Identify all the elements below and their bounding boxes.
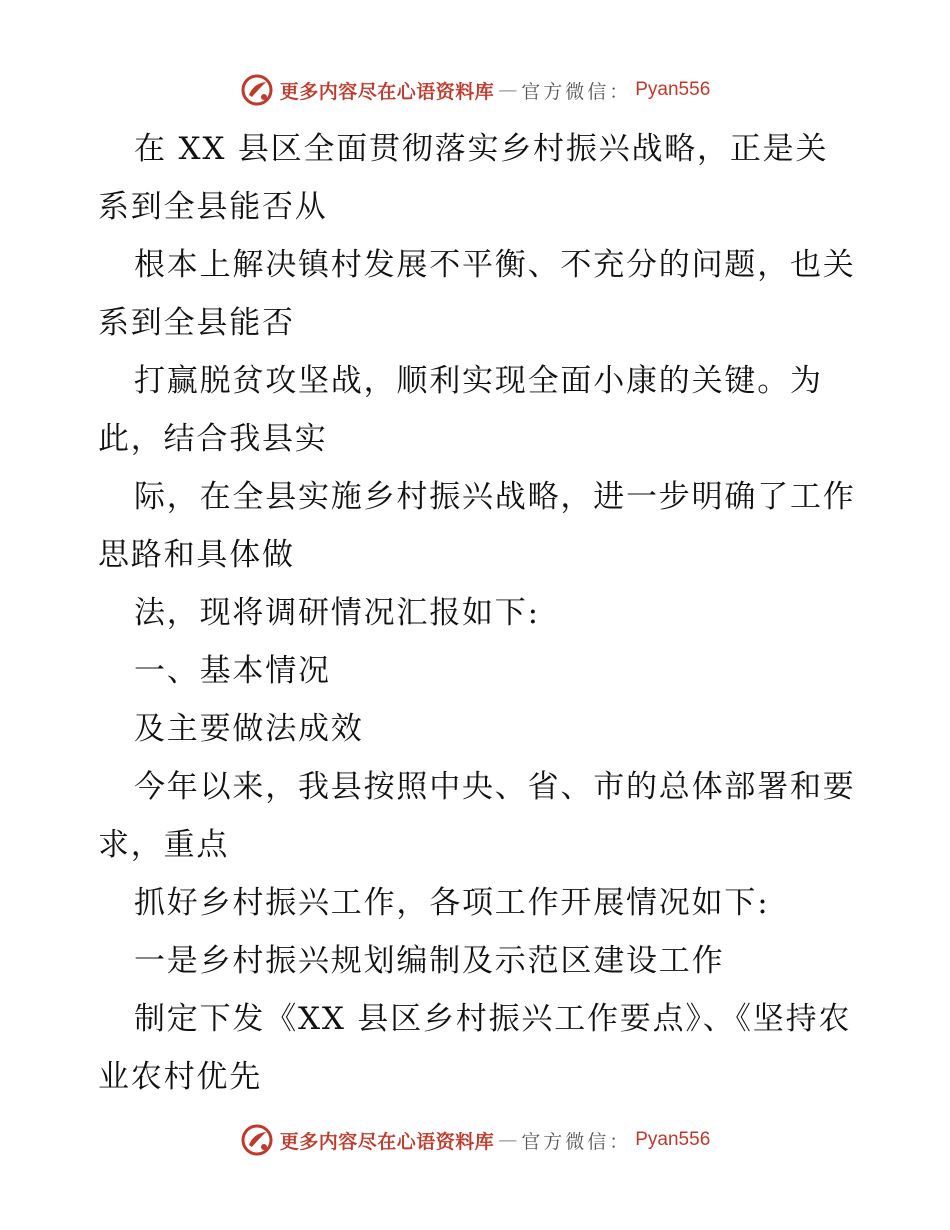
header-banner [0, 70, 950, 110]
subheading: 一是乡村振兴规划编制及示范区建设工作 [134, 943, 725, 979]
official-wechat-label: 官方微信： [521, 80, 632, 103]
brand-name: 更多内容尽在心语资料库 [279, 80, 495, 103]
paragraph: 打赢脱贫攻坚战，顺利实现全面小康的关键。为此，结合我县实 [98, 363, 823, 457]
brand-name: 更多内容尽在心语资料库 [279, 1130, 495, 1153]
banner-dash: — [498, 79, 518, 101]
footer-banner [0, 1120, 950, 1160]
paragraph: 制定下发《XX 县区乡村振兴工作要点》、《坚持农业农村优先 [98, 1001, 852, 1095]
section-heading: 一、基本情况 [134, 653, 331, 689]
banner-dash: — [498, 1129, 518, 1151]
paragraph: 在 XX 县区全面贯彻落实乡村振兴战略，正是关系到全县能否从 [98, 131, 829, 225]
section-heading-continued: 及主要做法成效 [134, 711, 364, 747]
brand-logo-icon [240, 1123, 274, 1157]
paragraph: 抓好乡村振兴工作，各项工作开展情况如下: [134, 885, 770, 921]
wechat-id: Pyan556 [635, 1129, 711, 1150]
paragraph: 根本上解决镇村发展不平衡、不充分的问题，也关系到全县能否 [98, 247, 856, 341]
brand-logo-icon [240, 73, 274, 107]
wechat-id: Pyan556 [635, 79, 711, 100]
official-wechat-label: 官方微信： [521, 1130, 632, 1153]
paragraph: 际，在全县实施乡村振兴战略，进一步明确了工作思路和具体做 [98, 479, 856, 573]
paragraph: 法，现将调研情况汇报如下: [134, 595, 540, 631]
paragraph: 今年以来，我县按照中央、省、市的总体部署和要求，重点 [98, 769, 856, 863]
document-body [98, 120, 858, 1106]
